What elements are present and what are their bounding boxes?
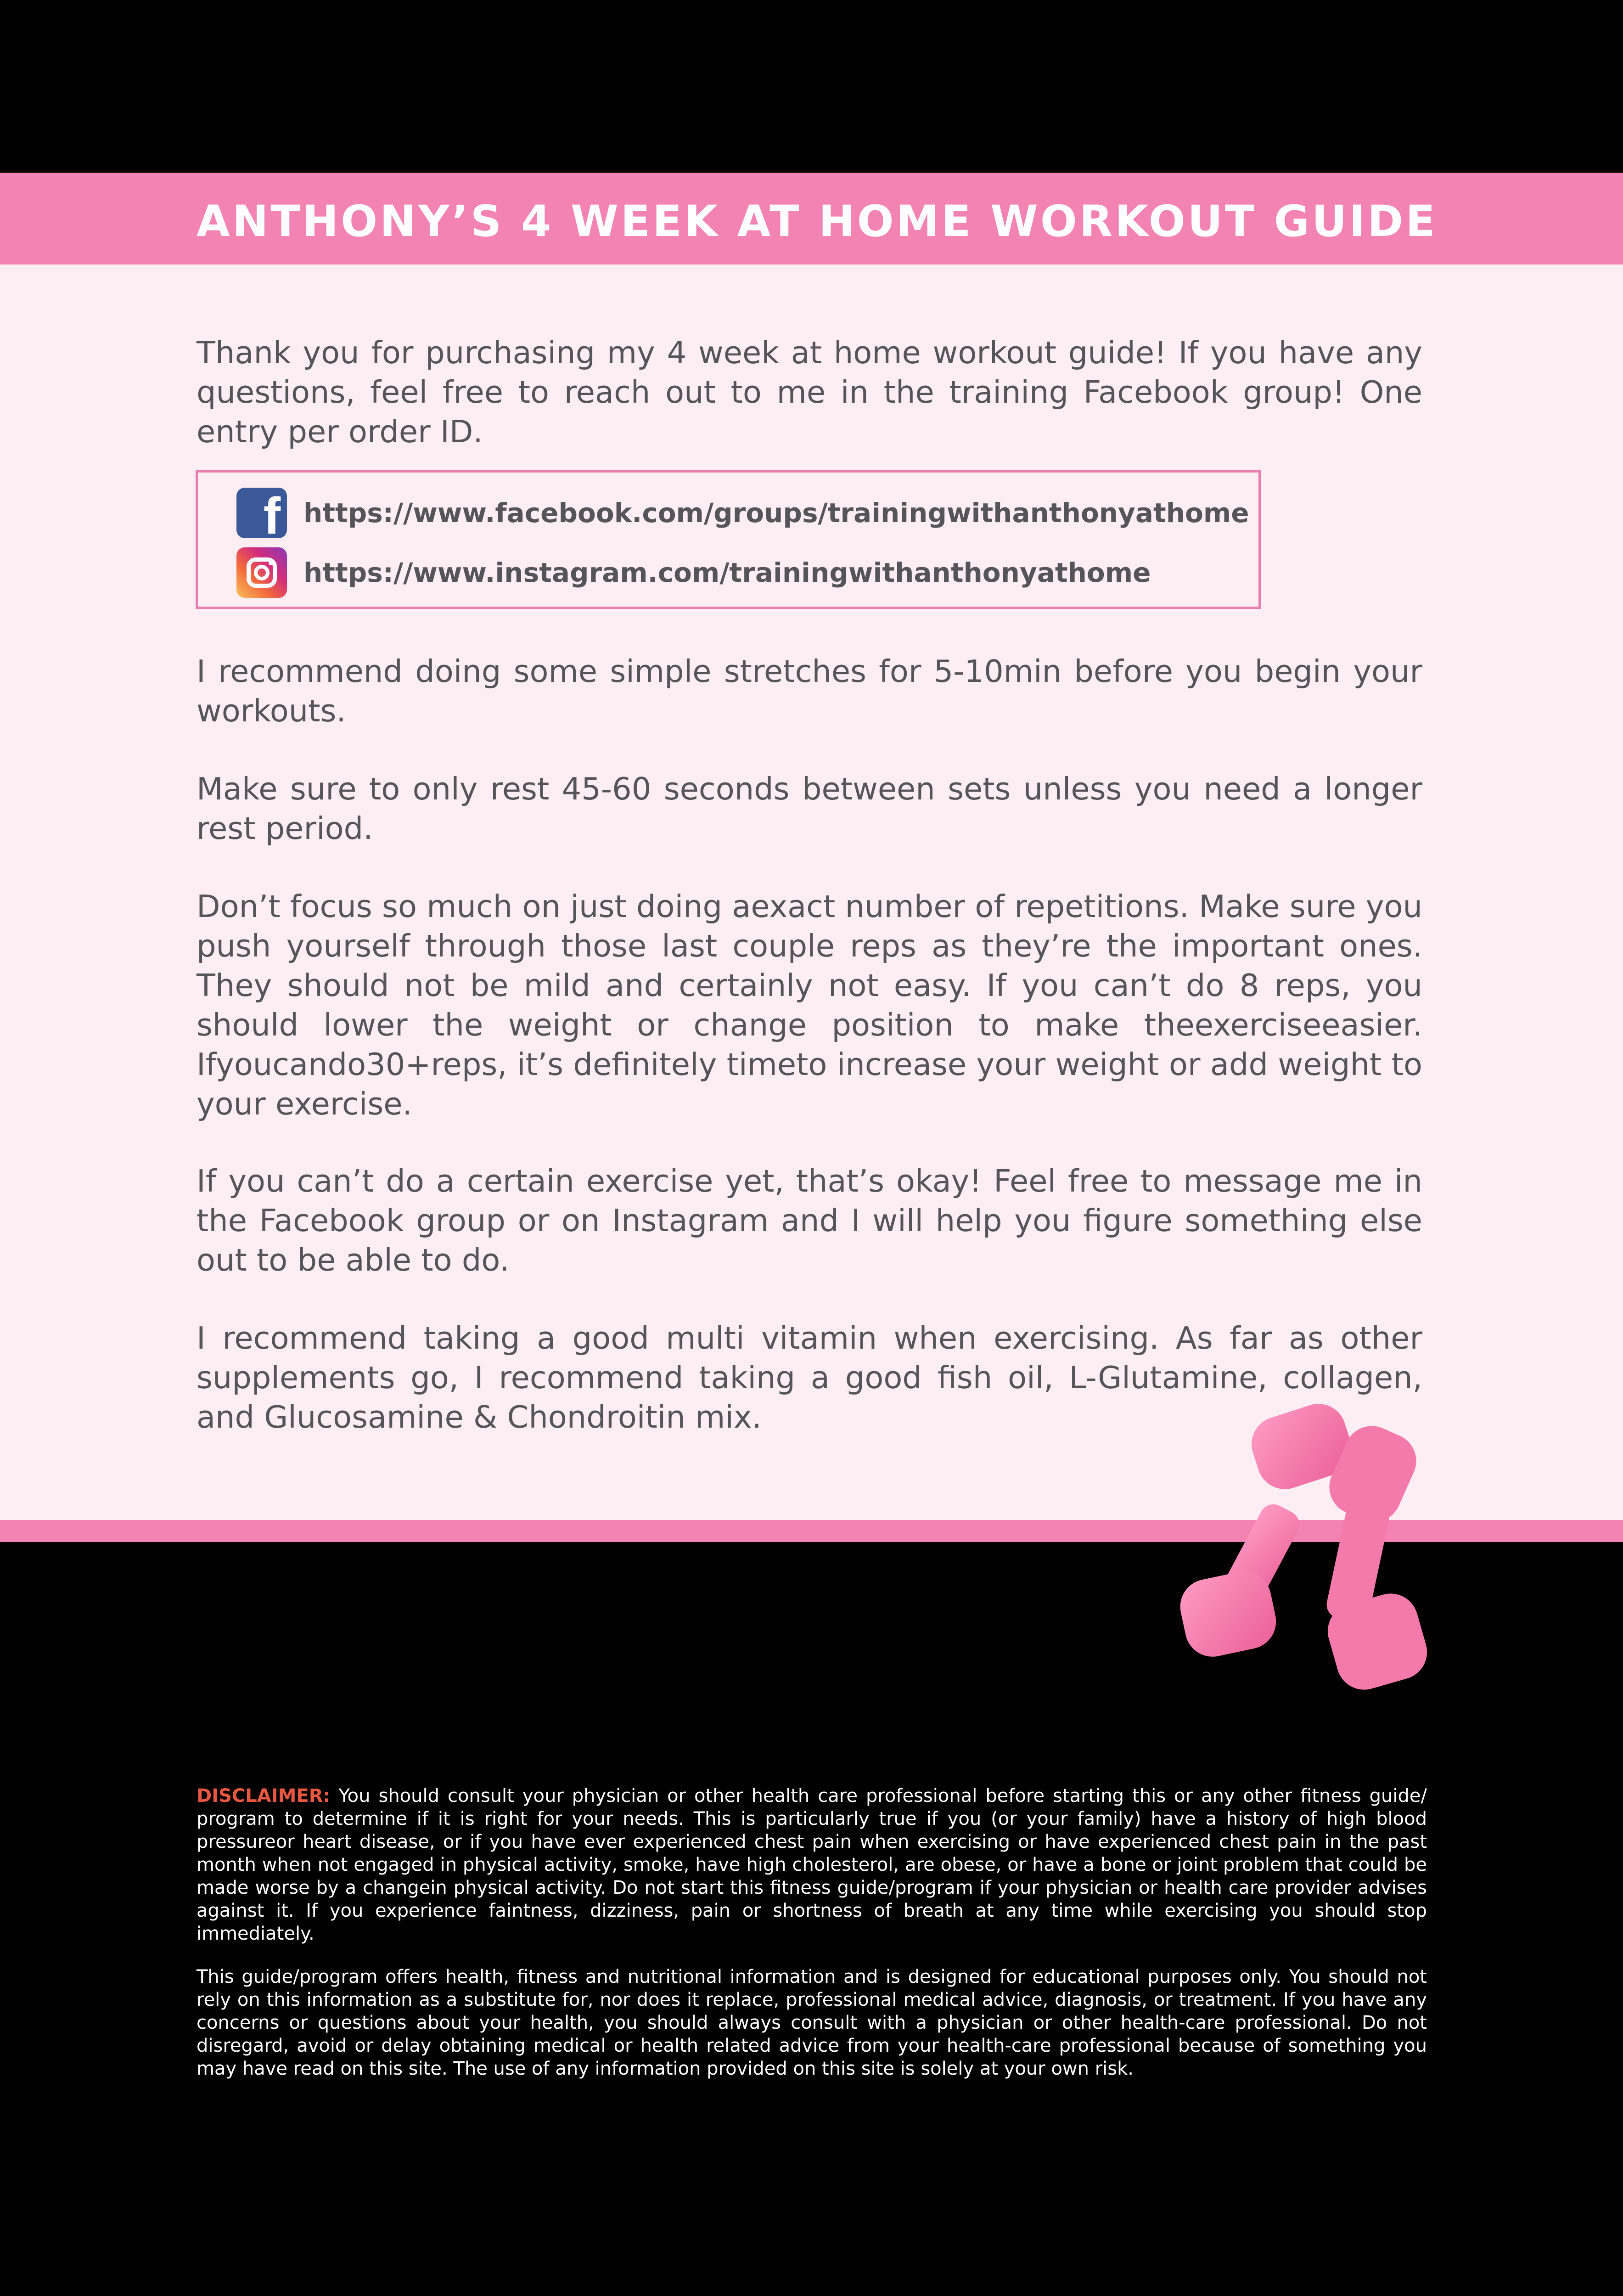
facebook-url[interactable]: https://www.facebook.com/groups/trainingwithanthonyathome — [303, 497, 1249, 529]
help-paragraph: If you can’t do a certain exercise yet, that’s okay! Feel free to message me in the Facebook group or on Instagram and I will help you figure something else out to be able to do. — [197, 1163, 1422, 1278]
reps-paragraph: Don’t focus so much on just doing aexact number of repetitions. Make sure you push yourself through those last couple reps as they’re the important ones. They should not be mild and certainly not easy. If you can’t do 8 reps, you should lower the weight or change position to make theexerciseeasier. Ifyoucando30+reps, it’s definitely timeto increase your weight or add weight to your exercise. — [197, 889, 1422, 1122]
disclaimer-label: DISCLAIMER: — [197, 1785, 331, 1806]
educational-notice: This guide/program offers health, fitness and nutritional information and is designed for educational purposes only. You should not rely on this information as a substitute for, nor does it replace, professional medical advice, diagnosis, or treatment. If you have any concerns or questions about your health, you should always consult with a physician or other health-care professional. Do not disregard, avoid or delay obtaining medical or health related advice from your health-care professional because of something you may have read on this site. The use of any information provided on this site is solely at your own risk. — [197, 1966, 1427, 2079]
instagram-link[interactable] — [236, 547, 1151, 598]
stretches-paragraph: I recommend doing some simple stretches for 5-10min before you begin your workouts. — [197, 653, 1422, 729]
social-links-box — [196, 470, 1261, 609]
disclaimer-text: You should consult your physician or other health care professional before starting this or any other fitness guide/ program to determine if it is right for your needs. This is particularly true if you (or your family) have a history of high blood pressureor heart disease, or if you have ever experienced chest pain when exercising or have experienced chest pain in the past month when not engaged in physical activity, smoke, have high cholesterol, are obese, or have a bone or joint problem that could be made worse by a changein physical activity. Do not start this fitness guide/program if your physician or health care provider advises against it. If you experience faintness, dizziness, pain or shortness of breath at any time while exercising you should stop immediately. — [197, 1785, 1427, 1944]
rest-paragraph: Make sure to only rest 45-60 seconds between sets unless you need a longer rest period. — [197, 771, 1422, 846]
disclaimer-paragraph — [197, 1784, 1427, 1945]
intro-paragraph: Thank you for purchasing my 4 week at home workout guide! If you have any questions, feel free to reach out to me in the training Facebook group! One entry per order ID. — [197, 335, 1422, 450]
supplements-paragraph: I recommend taking a good multi vitamin when exercising. As far as other supplements go, I recommend taking a good fish oil, L-Glutamine, collagen, and Glucosamine & Chondroitin mix. — [197, 1320, 1422, 1435]
facebook-link[interactable] — [236, 487, 1249, 545]
instagram-url[interactable]: https://www.instagram.com/trainingwithanthonyathome — [303, 557, 1151, 588]
facebook-icon: f — [236, 488, 287, 538]
dumbbells-image — [1143, 1396, 1474, 1717]
top-black-band — [0, 0, 1623, 173]
page-title: ANTHONY’S 4 WEEK AT HOME WORKOUT GUIDE — [197, 197, 1438, 247]
instagram-icon — [236, 547, 287, 598]
